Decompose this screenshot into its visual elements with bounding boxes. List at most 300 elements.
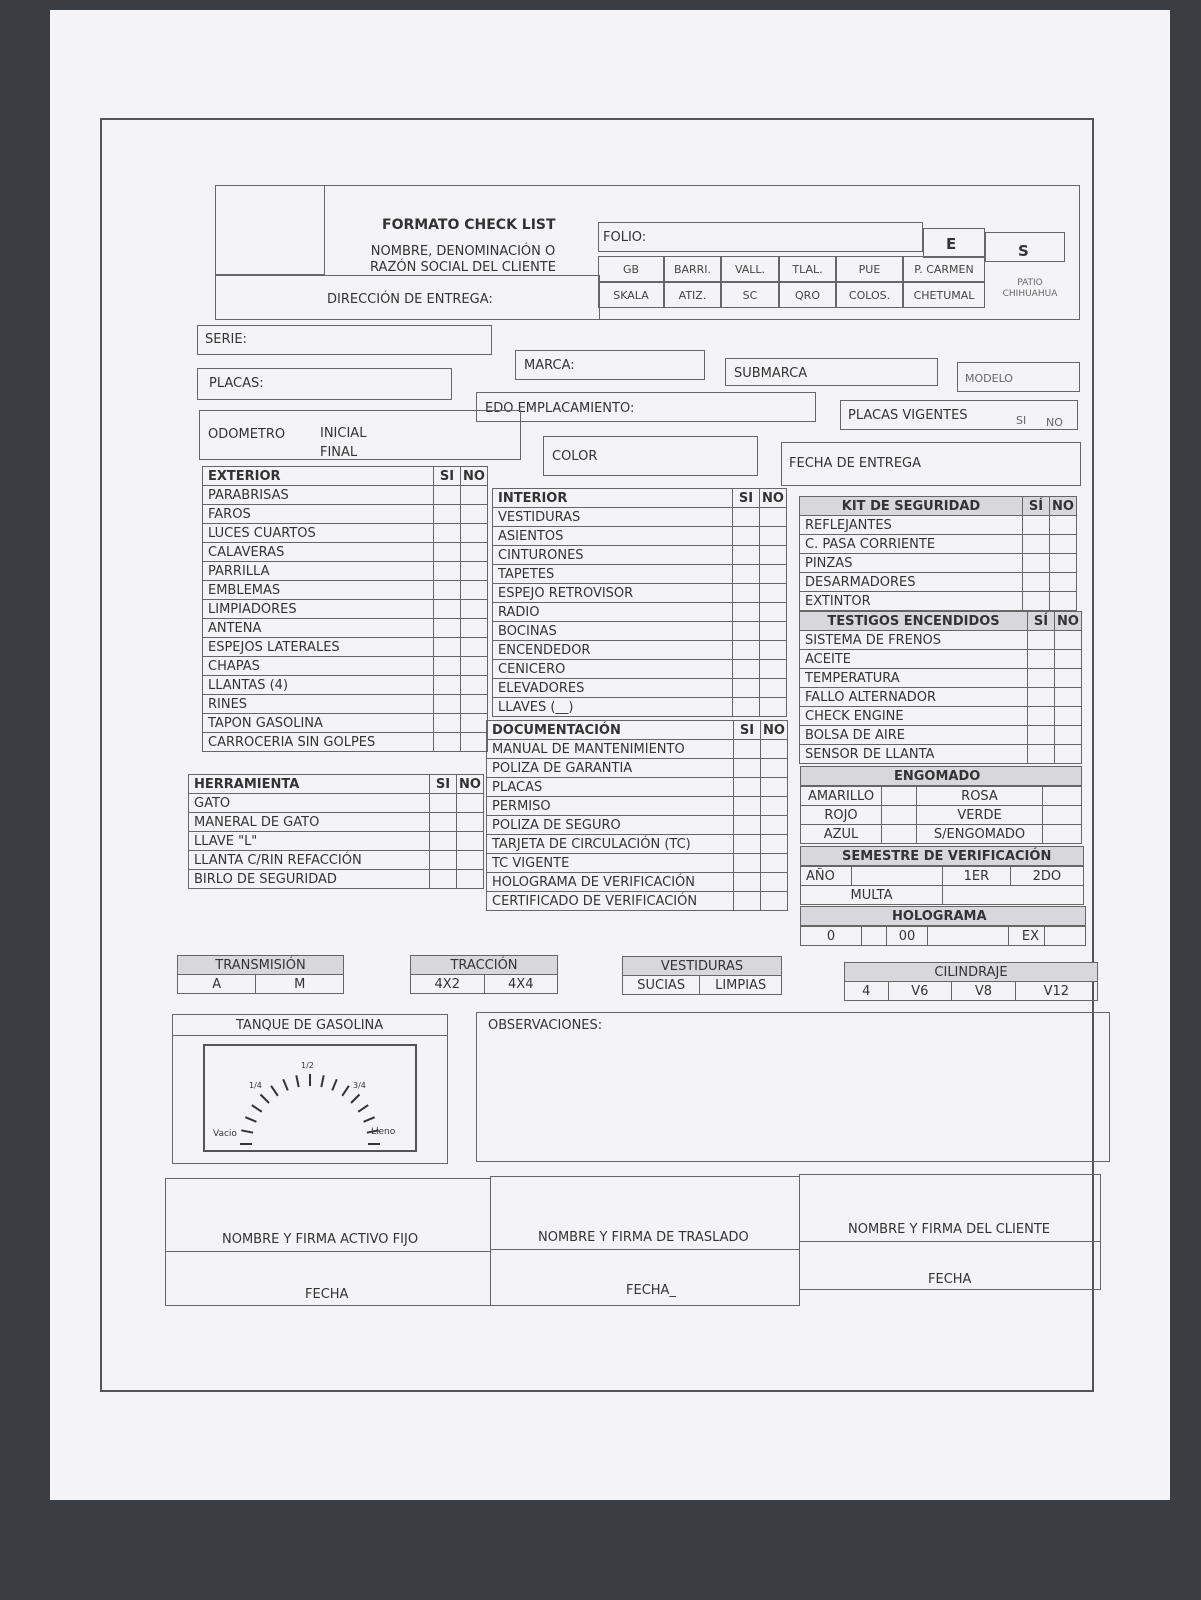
exterior-row [203,657,488,676]
kit-no-checkbox[interactable] [1050,554,1077,573]
documentacion-si-checkbox[interactable] [734,740,761,759]
documentacion-item-label: POLIZA DE SEGURO [487,816,734,835]
interior-no-checkbox[interactable] [760,679,787,698]
herramienta-item-label: LLAVE "L" [189,832,430,851]
exterior-si-checkbox[interactable] [434,619,461,638]
cilindraje-4[interactable]: 4 [845,982,889,1001]
odometro-inicial-label: INICIAL [320,426,367,441]
branch-option-branches2-3[interactable]: QRO [779,282,836,308]
multa-value[interactable] [943,886,1084,905]
documentacion-si-checkbox[interactable] [734,835,761,854]
kit-no-checkbox[interactable] [1050,592,1077,611]
engomado-right-check[interactable] [1043,825,1082,844]
engomado-row [801,825,1082,844]
fuel-gauge-tick [296,1075,298,1087]
exterior-title: EXTERIOR [203,467,434,486]
interior-item-label: CINTURONES [493,546,733,565]
interior-row [493,641,787,660]
documentacion-no-checkbox[interactable] [761,759,788,778]
testigos-no-checkbox[interactable] [1055,669,1082,688]
client-name-label: NOMBRE, DENOMINACIÓN O RAZÓN SOCIAL DEL CLIENTE [370,244,556,275]
herramienta-si-checkbox[interactable] [430,794,457,813]
cilindraje-v6[interactable]: V6 [888,982,952,1001]
herramienta-row [189,870,484,889]
testigos-row [800,726,1082,745]
kit-item-label: C. PASA CORRIENTE [800,535,1023,554]
exterior-table [202,466,488,752]
vestiduras-limpias[interactable]: LIMPIAS [700,976,782,995]
engomado-right-option[interactable]: ROSA [917,787,1043,806]
fecha-cliente-label: FECHA [928,1272,972,1287]
tanque-title: TANQUE DE GASOLINA [236,1018,384,1033]
documentacion-row [487,835,788,854]
holograma-0[interactable]: 0 [801,927,862,946]
exterior-si-checkbox[interactable] [434,714,461,733]
interior-si-checkbox[interactable] [733,679,760,698]
engomado-right-option[interactable]: VERDE [917,806,1043,825]
exterior-si-checkbox[interactable] [434,543,461,562]
exterior-si-checkbox[interactable] [434,695,461,714]
testigos-table [799,611,1082,764]
exterior-row [203,524,488,543]
herramienta-row [189,794,484,813]
testigos-row [800,745,1082,764]
folio-field[interactable] [598,222,923,252]
documentacion-si-checkbox[interactable] [734,892,761,911]
interior-item-label: ASIENTOS [493,527,733,546]
ano-value[interactable] [852,867,943,886]
exterior-item-label: CHAPAS [203,657,434,676]
exterior-no-checkbox[interactable] [461,524,488,543]
testigos-row [800,707,1082,726]
documentacion-title: DOCUMENTACIÓN [487,721,734,740]
form-title: FORMATO CHECK LIST [382,217,556,233]
testigos-no-checkbox[interactable] [1055,707,1082,726]
exterior-no-checkbox[interactable] [461,562,488,581]
branch-option-branches1-1[interactable]: BARRI. [664,256,721,282]
herramienta-row [189,813,484,832]
documentacion-si-checkbox[interactable] [734,797,761,816]
cilindraje-v12[interactable]: V12 [1015,982,1097,1001]
exterior-si-checkbox[interactable] [434,733,461,752]
exterior-item-label: TAPON GASOLINA [203,714,434,733]
testigos-no-checkbox[interactable] [1055,726,1082,745]
observaciones-label: OBSERVACIONES: [488,1018,603,1033]
exterior-si-checkbox[interactable] [434,562,461,581]
documentacion-row [487,873,788,892]
delivery-address-field[interactable] [215,275,600,320]
documentacion-si-checkbox[interactable] [734,854,761,873]
interior-row [493,565,787,584]
engomado-right-option[interactable]: S/ENGOMADO [917,825,1043,844]
documentacion-no-checkbox[interactable] [761,740,788,759]
documentacion-no-checkbox[interactable] [761,797,788,816]
interior-no-checkbox[interactable] [760,698,787,717]
interior-row [493,508,787,527]
fuel-gauge-tick [351,1095,360,1104]
interior-no-checkbox[interactable] [760,565,787,584]
documentacion-table [486,720,788,911]
herramienta-item-label: LLANTA C/RIN REFACCIÓN [189,851,430,870]
testigos-row [800,631,1082,650]
exterior-row [203,581,488,600]
documentacion-no-checkbox[interactable] [761,835,788,854]
documentacion-no-checkbox[interactable] [761,778,788,797]
exterior-si-checkbox[interactable] [434,657,461,676]
testigos-si-checkbox[interactable] [1028,745,1055,764]
interior-si-checkbox[interactable] [733,698,760,717]
documentacion-item-label: TARJETA DE CIRCULACIÓN (TC) [487,835,734,854]
interior-no-checkbox[interactable] [760,546,787,565]
testigos-no-checkbox[interactable] [1055,688,1082,707]
exterior-row [203,619,488,638]
vestiduras-table [622,956,782,995]
firma-traslado-label: NOMBRE Y FIRMA DE TRASLADO [538,1230,749,1245]
kit-seguridad-table [799,496,1077,611]
documentacion-si-checkbox[interactable] [734,759,761,778]
fuel-q2: 1/2 [301,1061,314,1070]
engomado-table [800,786,1082,844]
engomado-left-option[interactable]: AMARILLO [801,787,882,806]
exterior-no-checkbox[interactable] [461,714,488,733]
fecha-activo-label: FECHA [305,1287,349,1302]
interior-title: INTERIOR [493,489,733,508]
kit-row [800,573,1077,592]
firma-cliente-label: NOMBRE Y FIRMA DEL CLIENTE [848,1222,1050,1237]
engomado-left-option[interactable]: AZUL [801,825,882,844]
interior-row [493,679,787,698]
documentacion-row [487,759,788,778]
branch-option-branches2-4[interactable]: COLOS. [836,282,903,308]
interior-no-checkbox[interactable] [760,527,787,546]
interior-row [493,698,787,717]
interior-si-checkbox[interactable] [733,641,760,660]
s-mark: S [1018,242,1029,260]
kit-item-label: REFLEJANTES [800,516,1023,535]
documentacion-item-label: PLACAS [487,778,734,797]
engomado-right-check[interactable] [1043,806,1082,825]
fuel-q3: 3/4 [353,1081,366,1090]
documentacion-item-label: POLIZA DE GARANTIA [487,759,734,778]
interior-si-checkbox[interactable] [733,622,760,641]
holograma-00-check[interactable] [928,927,1009,946]
interior-header-row [493,489,787,508]
testigos-si-checkbox[interactable] [1028,631,1055,650]
engomado-left-option[interactable]: ROJO [801,806,882,825]
interior-item-label: CENICERO [493,660,733,679]
branch-option-branches1-0[interactable]: GB [598,256,664,282]
fuel-gauge-tick [261,1095,270,1104]
fuel-gauge-tick [358,1105,368,1112]
exterior-item-label: PARRILLA [203,562,434,581]
testigos-no-header: NO [1055,612,1082,631]
herramienta-no-header: NO [457,775,484,794]
documentacion-si-checkbox[interactable] [734,778,761,797]
herramienta-item-label: MANERAL DE GATO [189,813,430,832]
documentacion-row [487,892,788,911]
exterior-row [203,505,488,524]
engomado-title: ENGOMADO [894,769,981,784]
exterior-item-label: PARABRISAS [203,486,434,505]
testigos-item-label: SISTEMA DE FRENOS [800,631,1028,650]
exterior-no-checkbox[interactable] [461,676,488,695]
interior-row [493,603,787,622]
exterior-no-header: NO [461,467,488,486]
documentacion-no-checkbox[interactable] [761,854,788,873]
interior-si-checkbox[interactable] [733,660,760,679]
engomado-left-check[interactable] [882,787,917,806]
engomado-row [801,787,1082,806]
documentacion-row [487,816,788,835]
exterior-no-checkbox[interactable] [461,505,488,524]
documentacion-item-label: PERMISO [487,797,734,816]
kit-no-header: NO [1050,497,1077,516]
vestiduras-title: VESTIDURAS [623,957,782,976]
modelo-label: MODELO [965,372,1013,385]
kit-si-checkbox[interactable] [1023,535,1050,554]
documentacion-row [487,797,788,816]
fuel-gauge-tick [332,1079,337,1090]
documentacion-item-label: TC VIGENTE [487,854,734,873]
exterior-si-header: SI [434,467,461,486]
testigos-si-checkbox[interactable] [1028,688,1055,707]
documentacion-row [487,854,788,873]
exterior-item-label: RINES [203,695,434,714]
herramienta-header-row [189,775,484,794]
documentacion-no-checkbox[interactable] [761,892,788,911]
engomado-left-check[interactable] [882,825,917,844]
engomado-left-check[interactable] [882,806,917,825]
branch-option-branches1-4[interactable]: PUE [836,256,903,282]
exterior-item-label: LLANTAS (4) [203,676,434,695]
interior-si-header: SI [733,489,760,508]
testigos-item-label: FALLO ALTERNADOR [800,688,1028,707]
interior-no-checkbox[interactable] [760,641,787,660]
fuel-gauge-tick [252,1105,262,1112]
color-label: COLOR [552,449,598,464]
semestre-1er[interactable]: 1ER [943,867,1011,886]
interior-no-checkbox[interactable] [760,603,787,622]
kit-no-checkbox[interactable] [1050,535,1077,554]
holograma-ex[interactable]: EX [1009,927,1045,946]
kit-si-checkbox[interactable] [1023,573,1050,592]
firma-activo-label: NOMBRE Y FIRMA ACTIVO FIJO [222,1232,419,1247]
kit-item-label: PINZAS [800,554,1023,573]
interior-item-label: TAPETES [493,565,733,584]
interior-item-label: BOCINAS [493,622,733,641]
herramienta-si-checkbox[interactable] [430,870,457,889]
testigos-header-row [800,612,1082,631]
exterior-no-checkbox[interactable] [461,733,488,752]
exterior-row [203,714,488,733]
kit-no-checkbox[interactable] [1050,516,1077,535]
interior-si-checkbox[interactable] [733,508,760,527]
fuel-gauge-tick [241,1130,253,1132]
exterior-row [203,600,488,619]
herramienta-no-checkbox[interactable] [457,813,484,832]
exterior-si-checkbox[interactable] [434,505,461,524]
interior-item-label: RADIO [493,603,733,622]
interior-si-checkbox[interactable] [733,565,760,584]
testigos-no-checkbox[interactable] [1055,631,1082,650]
testigos-no-checkbox[interactable] [1055,745,1082,764]
exterior-no-checkbox[interactable] [461,638,488,657]
documentacion-no-checkbox[interactable] [761,816,788,835]
documentacion-si-checkbox[interactable] [734,816,761,835]
fuel-gauge-tick [364,1117,375,1122]
placas-label: PLACAS: [209,376,264,391]
herramienta-no-checkbox[interactable] [457,851,484,870]
folio-label: FOLIO: [603,230,647,245]
exterior-si-checkbox[interactable] [434,676,461,695]
herramienta-no-checkbox[interactable] [457,794,484,813]
kit-si-checkbox[interactable] [1023,554,1050,573]
exterior-row [203,486,488,505]
transmision-m[interactable]: M [256,975,344,994]
kit-si-header: SÍ [1023,497,1050,516]
testigos-item-label: BOLSA DE AIRE [800,726,1028,745]
testigos-row [800,688,1082,707]
interior-table [492,488,787,717]
fuel-q1: 1/4 [249,1081,262,1090]
fuel-gauge-tick [342,1086,349,1096]
traccion-4x2[interactable]: 4X2 [411,975,485,994]
documentacion-item-label: CERTIFICADO DE VERIFICACIÓN [487,892,734,911]
cilindraje-title: CILINDRAJE [845,963,1098,982]
exterior-si-checkbox[interactable] [434,600,461,619]
serie-label: SERIE: [205,332,247,347]
fuel-gauge-tick [283,1079,288,1090]
testigos-si-checkbox[interactable] [1028,669,1055,688]
testigos-si-checkbox[interactable] [1028,726,1055,745]
branch-option-branches2-0[interactable]: SKALA [598,282,664,308]
interior-row [493,527,787,546]
exterior-no-checkbox[interactable] [461,543,488,562]
kit-row [800,516,1077,535]
herramienta-row [189,851,484,870]
semestre-table [800,866,1084,905]
holograma-0-check[interactable] [862,927,887,946]
testigos-si-header: SÍ [1028,612,1055,631]
interior-row [493,660,787,679]
interior-si-checkbox[interactable] [733,546,760,565]
fuel-lleno: Lleno [371,1127,396,1137]
exterior-si-checkbox[interactable] [434,581,461,600]
testigos-si-checkbox[interactable] [1028,707,1055,726]
holograma-00[interactable]: 00 [887,927,928,946]
kit-si-checkbox[interactable] [1023,516,1050,535]
semestre-2do[interactable]: 2DO [1010,867,1083,886]
interior-no-checkbox[interactable] [760,584,787,603]
documentacion-no-checkbox[interactable] [761,873,788,892]
fuel-gauge-tick [321,1075,323,1087]
interior-si-checkbox[interactable] [733,584,760,603]
exterior-item-label: ESPEJOS LATERALES [203,638,434,657]
interior-no-checkbox[interactable] [760,622,787,641]
exterior-item-label: FAROS [203,505,434,524]
herramienta-si-checkbox[interactable] [430,832,457,851]
exterior-si-checkbox[interactable] [434,524,461,543]
patio-chihuahua-option[interactable]: PATIO CHIHUAHUA [1002,278,1058,299]
transmision-a[interactable]: A [178,975,256,994]
branch-option-branches1-5[interactable]: P. CARMEN [903,256,985,282]
branch-option-branches2-1[interactable]: ATIZ. [664,282,721,308]
cilindraje-table [844,962,1098,1001]
exterior-item-label: CALAVERAS [203,543,434,562]
exterior-no-checkbox[interactable] [461,581,488,600]
branch-option-branches1-3[interactable]: TLAL. [779,256,836,282]
fecha-traslado-label: FECHA_ [626,1283,676,1298]
interior-si-checkbox[interactable] [733,527,760,546]
holograma-title: HOLOGRAMA [892,909,987,924]
observaciones-field[interactable] [476,1012,1110,1162]
fuel-gauge[interactable] [203,1044,417,1152]
interior-item-label: ELEVADORES [493,679,733,698]
documentacion-item-label: MANUAL DE MANTENIMIENTO [487,740,734,759]
exterior-row [203,638,488,657]
branch-option-branches2-2[interactable]: SC [721,282,779,308]
documentacion-si-checkbox[interactable] [734,873,761,892]
branch-option-branches1-2[interactable]: VALL. [721,256,779,282]
testigos-no-checkbox[interactable] [1055,650,1082,669]
exterior-si-checkbox[interactable] [434,486,461,505]
vestiduras-sucias[interactable]: SUCIAS [623,976,700,995]
exterior-no-checkbox[interactable] [461,657,488,676]
transmision-title: TRANSMISIÓN [178,956,344,975]
herramienta-no-checkbox[interactable] [457,832,484,851]
transmision-table [177,955,344,994]
engomado-right-check[interactable] [1043,787,1082,806]
testigos-si-checkbox[interactable] [1028,650,1055,669]
interior-si-checkbox[interactable] [733,603,760,622]
cilindraje-v8[interactable]: V8 [952,982,1016,1001]
interior-no-checkbox[interactable] [760,508,787,527]
exterior-no-checkbox[interactable] [461,486,488,505]
testigos-item-label: CHECK ENGINE [800,707,1028,726]
kit-si-checkbox[interactable] [1023,592,1050,611]
holograma-ex-check[interactable] [1045,927,1086,946]
interior-no-checkbox[interactable] [760,660,787,679]
herramienta-no-checkbox[interactable] [457,870,484,889]
traccion-4x4[interactable]: 4X4 [484,975,558,994]
testigos-item-label: SENSOR DE LLANTA [800,745,1028,764]
kit-row [800,554,1077,573]
fuel-vacio: Vacio [213,1129,237,1139]
placas-vigentes-no[interactable]: NO [1046,416,1063,429]
kit-no-checkbox[interactable] [1050,573,1077,592]
exterior-item-label: ANTENA [203,619,434,638]
herramienta-si-checkbox[interactable] [430,851,457,870]
documentacion-header-row [487,721,788,740]
submarca-label: SUBMARCA [734,366,808,381]
documentacion-row [487,740,788,759]
placas-vigentes-si[interactable]: SI [1016,414,1027,427]
kit-item-label: DESARMADORES [800,573,1023,592]
exterior-si-checkbox[interactable] [434,638,461,657]
branch-option-branches2-5[interactable]: CHETUMAL [903,282,985,308]
fecha-entrega-label: FECHA DE ENTREGA [789,456,922,471]
exterior-no-checkbox[interactable] [461,600,488,619]
exterior-item-label: EMBLEMAS [203,581,434,600]
exterior-item-label: LUCES CUARTOS [203,524,434,543]
exterior-no-checkbox[interactable] [461,619,488,638]
exterior-no-checkbox[interactable] [461,695,488,714]
exterior-header-row [203,467,488,486]
fuel-gauge-tick [245,1117,256,1122]
kit-title: KIT DE SEGURIDAD [800,497,1023,516]
documentacion-row [487,778,788,797]
herramienta-si-checkbox[interactable] [430,813,457,832]
